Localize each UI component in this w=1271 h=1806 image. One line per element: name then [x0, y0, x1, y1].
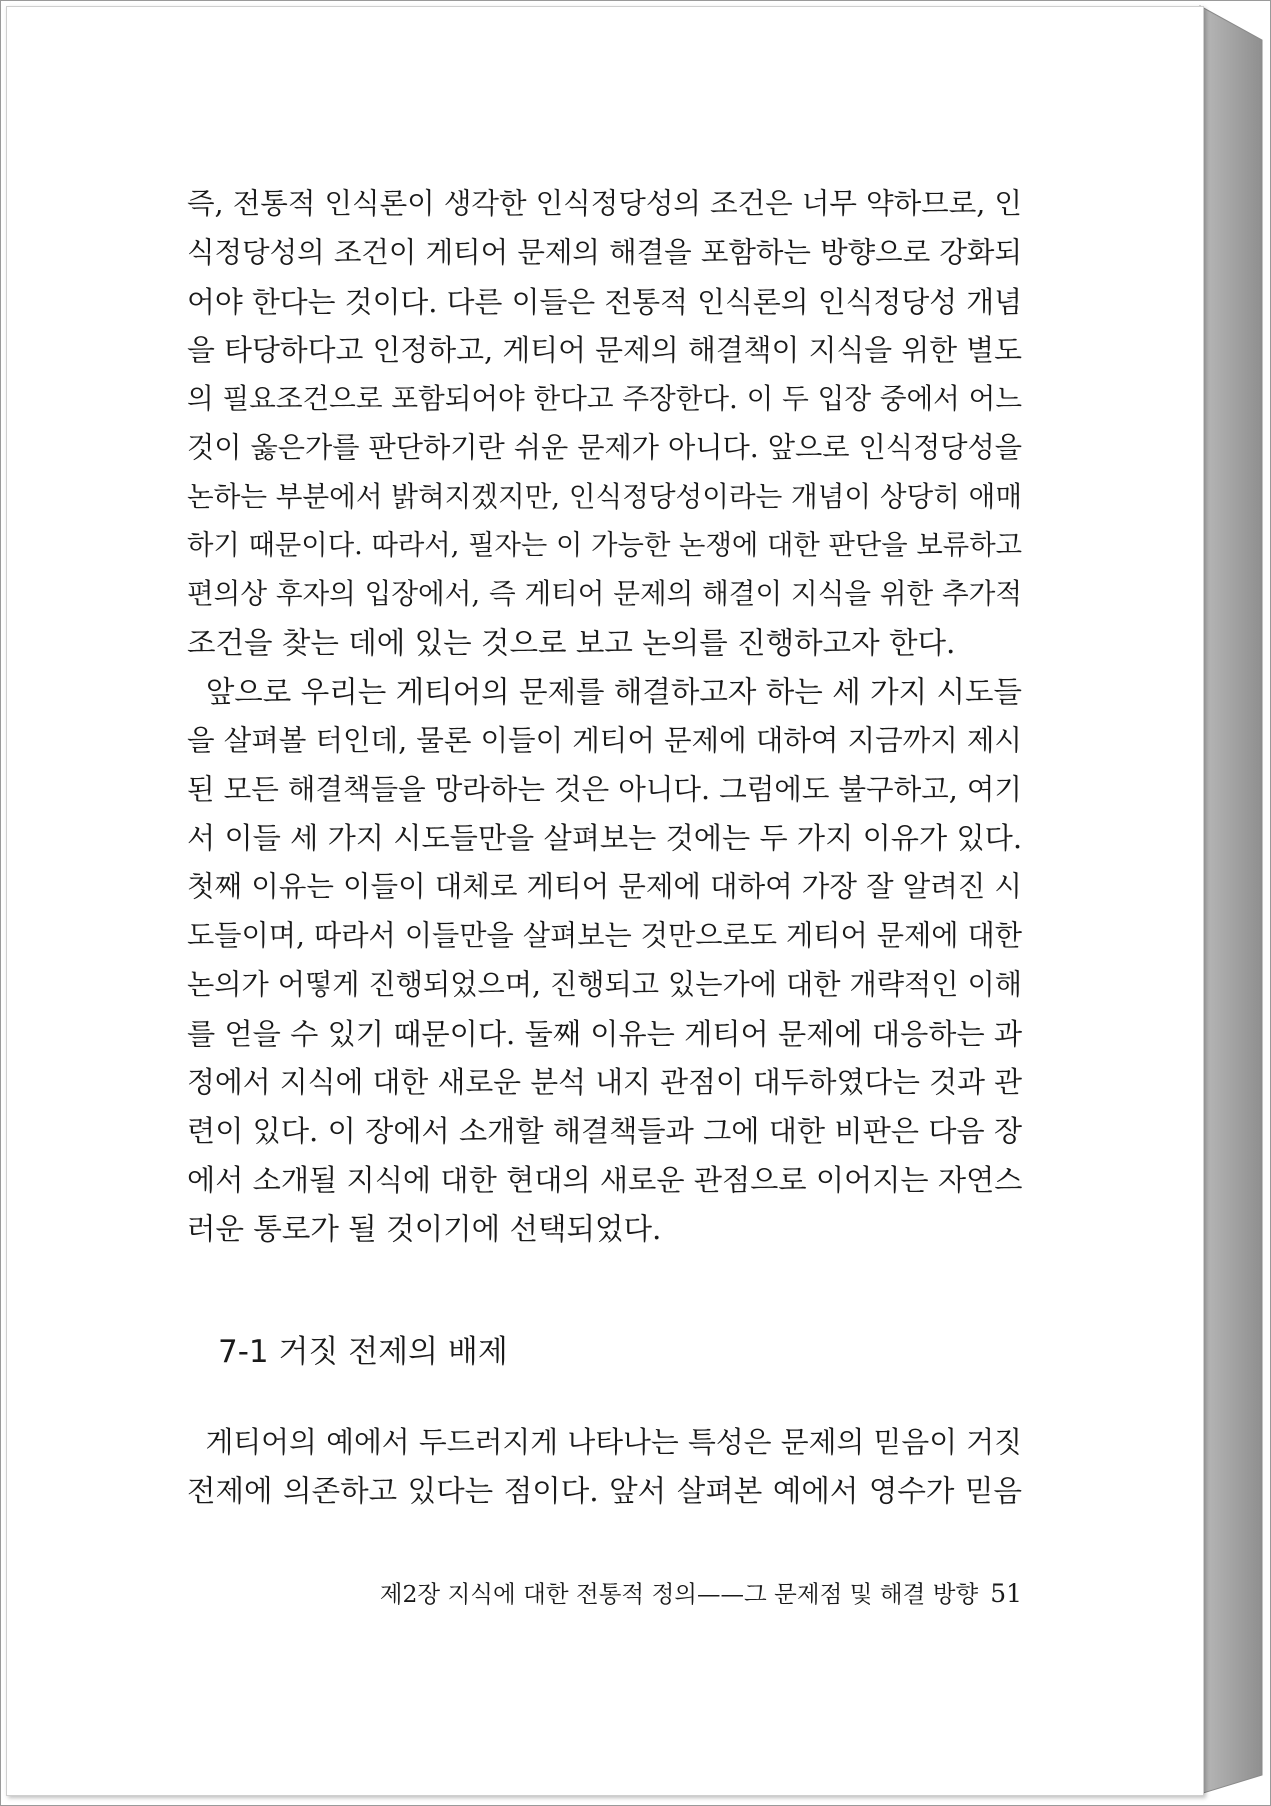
text-line: 어야 한다는 것이다. 다른 이들은 전통적 인식론의 인식정당성 개념	[187, 284, 1022, 319]
text-line: 을 타당하다고 인정하고, 게티어 문제의 해결책이 지식을 위한 별도	[187, 333, 1022, 368]
text-line: 논의가 어떻게 진행되었으며, 진행되고 있는가에 대한 개략적인 이해	[187, 967, 1023, 1001]
text-line: 된 모든 해결책들을 망라하는 것은 아니다. 그럼에도 불구하고, 여기	[187, 772, 1022, 806]
text-line: 에서 소개될 지식에 대한 현대의 새로운 관점으로 이어지는 자연스	[187, 1162, 1023, 1197]
paragraph-1	[187, 180, 1022, 1254]
section-heading: 7-1 거짓 전제의 배제	[218, 1334, 508, 1370]
text-line: 전제에 의존하고 있다는 점이다. 앞서 살펴본 예에서 영수가 믿음	[187, 1473, 1022, 1508]
paragraph-3	[187, 1418, 1022, 1516]
text-line: 도들이며, 따라서 이들만을 살펴보는 것만으로도 게티어 문제에 대한	[187, 918, 1023, 952]
text-line: 게티어의 예에서 두드러지게 나타나는 특성은 문제의 믿음이 거짓	[187, 1425, 1022, 1459]
text-line: 첫째 이유는 이들이 대체로 게티어 문제에 대하여 가장 잘 알려진 시	[187, 870, 1022, 904]
text-line: 련이 있다. 이 장에서 소개할 해결책들과 그에 대한 비판은 다음 장	[187, 1114, 1023, 1149]
running-title: 제2장 지식에 대한 전통적 정의——그 문제점 및 해결 방향	[379, 1580, 979, 1608]
page-number: 51	[990, 1579, 1022, 1608]
text-line: 것이 옳은가를 판단하기란 쉬운 문제가 아니다. 앞으로 인식정당성을	[187, 430, 1023, 464]
text-line: 조건을 찾는 데에 있는 것으로 보고 논의를 진행하고자 한다.	[187, 626, 956, 661]
text-line: 서 이들 세 가지 시도들만을 살펴보는 것에는 두 가지 이유가 있다.	[187, 821, 1023, 856]
text-line: 논하는 부분에서 밝혀지겠지만, 인식정당성이라는 개념이 상당히 애매	[187, 479, 1022, 513]
text-line: 앞으로 우리는 게티어의 문제를 해결하고자 하는 세 가지 시도들	[187, 674, 1022, 709]
text-line: 식정당성의 조건이 게티어 문제의 해결을 포함하는 방향으로 강화되	[187, 235, 1022, 269]
text-line: 러운 통로가 될 것이기에 선택되었다.	[187, 1211, 662, 1246]
text-line: 을 살펴볼 터인데, 물론 이들이 게티어 문제에 대하여 지금까지 제시	[187, 723, 1022, 757]
text-line: 의 필요조건으로 포함되어야 한다고 주장한다. 이 두 입장 중에서 어느	[187, 382, 1022, 416]
text-line: 하기 때문이다. 따라서, 필자는 이 가능한 논쟁에 대한 판단을 보류하고	[187, 529, 1022, 561]
text-line: 정에서 지식에 대한 새로운 분석 내지 관점이 대두하였다는 것과 관	[187, 1065, 1022, 1100]
text-line: 편의상 후자의 입장에서, 즉 게티어 문제의 해결이 지식을 위한 추가적	[187, 577, 1022, 611]
page-footer	[300, 1575, 1022, 1609]
text-line: 를 얻을 수 있기 때문이다. 둘째 이유는 게티어 문제에 대응하는 과	[187, 1016, 1023, 1051]
text-line: 즉, 전통적 인식론이 생각한 인식정당성의 조건은 너무 약하므로, 인	[187, 187, 1022, 220]
